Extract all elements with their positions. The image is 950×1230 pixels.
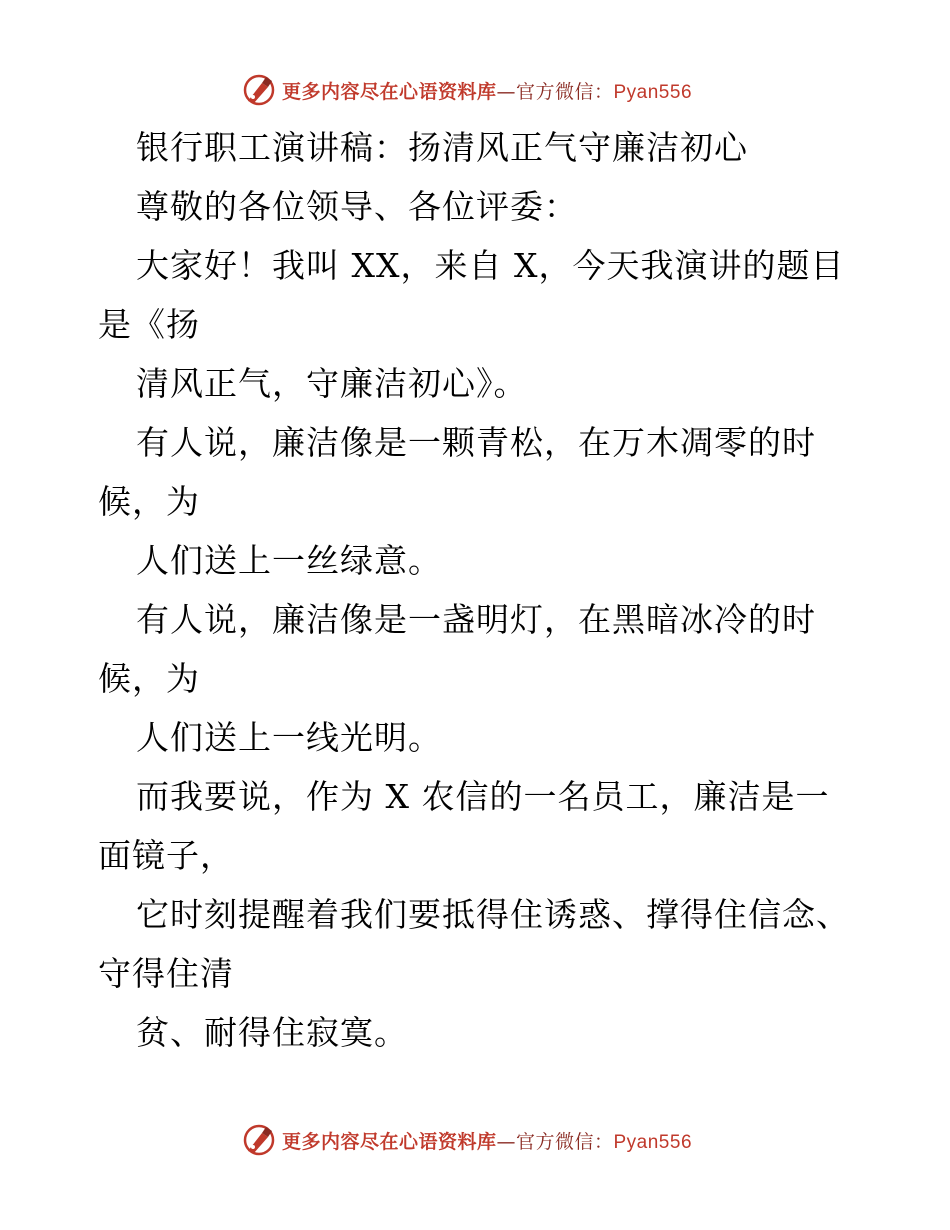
paragraph-line: 它时刻提醒着我们要抵得住诱惑、撑得住信念、 bbox=[136, 895, 850, 934]
footer-banner-separator: — bbox=[496, 1130, 516, 1153]
paragraph-line: 有人说，廉洁像是一颗青松，在万木凋零的时 bbox=[136, 423, 816, 462]
header-banner-text bbox=[282, 77, 692, 104]
paragraph-line: 大家好！我叫 XX，来自 X，今天我演讲的题目 bbox=[136, 246, 845, 285]
paragraph-line: 贫、耐得住寂寞。 bbox=[136, 1013, 408, 1052]
header-banner bbox=[0, 70, 950, 110]
pen-logo-icon bbox=[242, 1123, 276, 1157]
paragraph-line: 守得住清 bbox=[98, 954, 234, 993]
header-banner-sub: 官方微信： bbox=[515, 80, 614, 103]
footer-banner-wechat-id: Pyan556 bbox=[613, 1131, 693, 1153]
paragraph-line: 面镜子， bbox=[98, 836, 234, 875]
footer-banner-main: 更多内容尽在心语资料库 bbox=[281, 1130, 497, 1153]
header-banner-content bbox=[242, 73, 692, 107]
header-banner-main: 更多内容尽在心语资料库 bbox=[281, 80, 497, 103]
footer-banner-text bbox=[282, 1127, 692, 1154]
document-title: 银行职工演讲稿：扬清风正气守廉洁初心 bbox=[136, 128, 748, 167]
document-body bbox=[98, 118, 850, 1062]
paragraph-line: 人们送上一线光明。 bbox=[136, 718, 442, 757]
paragraph-line: 有人说，廉洁像是一盏明灯，在黑暗冰冷的时 bbox=[136, 600, 816, 639]
paragraph-line: 人们送上一丝绿意。 bbox=[136, 541, 442, 580]
footer-banner-content bbox=[242, 1123, 692, 1157]
header-banner-separator: — bbox=[496, 80, 516, 103]
paragraph-line: 而我要说，作为 X 农信的一名员工，廉洁是一 bbox=[136, 777, 830, 816]
header-banner-wechat-id: Pyan556 bbox=[613, 81, 693, 103]
footer-banner bbox=[0, 1120, 950, 1160]
pen-logo-icon bbox=[242, 73, 276, 107]
paragraph-line: 清风正气，守廉洁初心》。 bbox=[136, 364, 528, 403]
paragraph-line: 候，为 bbox=[98, 659, 200, 698]
salutation: 尊敬的各位领导、各位评委： bbox=[136, 187, 578, 226]
paragraph-line: 是《扬 bbox=[98, 305, 200, 344]
footer-banner-sub: 官方微信： bbox=[515, 1130, 614, 1153]
paragraph-line: 候，为 bbox=[98, 482, 200, 521]
